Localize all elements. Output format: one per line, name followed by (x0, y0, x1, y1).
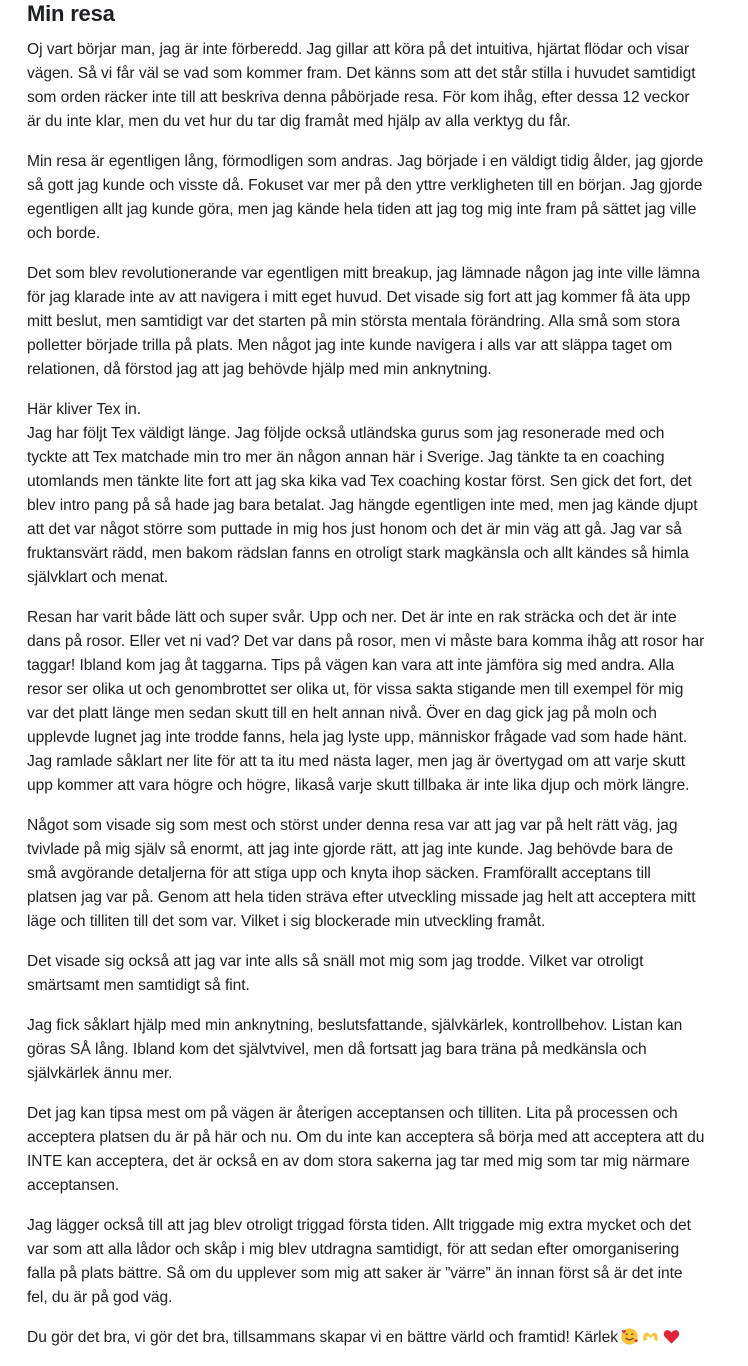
paragraph-9 (27, 1102, 727, 1198)
text-line: tyckte att Tex matchade min tro mer än någon annan här i Sverige. Jag tänkte ta en coaching (27, 449, 665, 466)
text-line: som orden räcker inte till att beskriva denna påbörjade resa. För kom ihåg, efter dessa 12 veckor (27, 89, 690, 106)
closing-line (27, 1326, 727, 1350)
text-line: relationen, då förstod jag att jag behövde hjälp med min anknytning. (27, 361, 492, 378)
text-line: Oj vart börjar man, jag är inte förberedd. Jag gillar att köra på det intuitiva, hjärtat flödar och visar (27, 41, 690, 58)
text-line: platsen jag var på. Genom att hela tiden sträva efter utveckling missade jag helt att acceptera mitt (27, 889, 696, 906)
text-line: små avgörande detaljerna för att stiga upp och knyta ihop säcken. Framförallt acceptans till (27, 865, 651, 882)
text-line: utomlands men tänkte lite fort att jag ska kika vad Tex coaching kostar först. Sen gick det fort, det (27, 473, 692, 490)
text-line: mitt beslut, men samtidigt var det starten på min största mentala förändring. Alla små som stora (27, 313, 681, 330)
text-line: Något som visade sig som mest och störst under denna resa var att jag var på helt rätt väg, jag (27, 817, 678, 834)
paragraph-5 (27, 606, 727, 798)
text-line: upp kommer att vara högre och högre, likaså varje skutt tillbaka är inte lika djup och mörk längre. (27, 777, 690, 794)
text-line: smärtsamt men samtidigt så fint. (27, 977, 250, 994)
smiling-face-with-hearts-icon (620, 1327, 639, 1346)
text-line: upplevde lugnet jag inte trodde fanns, hela jag lyste upp, människor frågade vad som hade hänt. (27, 729, 688, 746)
text-line: Jag har följt Tex väldigt länge. Jag följde också utländska gurus som jag resonerade med och (27, 425, 665, 442)
paragraph-3 (27, 262, 727, 382)
text-line: fel, du är på god väg. (27, 1289, 173, 1306)
text-line: att det var något större som puttade in mig hos just honom och det är min väg att gå. Jag var så (27, 521, 682, 538)
text-line: Jag ramlade såklart ner lite för att ta itu med nästa lager, men jag är övertygad om att varje skutt (27, 753, 686, 770)
text-line: göras SÅ lång. Ibland kom det självtvivel, men då fortsatt jag bara träna på medkänsla och (27, 1041, 647, 1058)
text-line: egentligen allt jag kunde göra, men jag kände hela tiden att jag tog mig inte fram på sättet jag ville (27, 201, 697, 218)
paragraph-6 (27, 814, 727, 934)
text-line: polletter började trilla på plats. Men något jag inte kunde navigera i alls var att släppa taget om (27, 337, 673, 354)
text-line: fruktansvärt rädd, men bakom rädslan fanns en otroligt stark magkänsla och allt kändes så himla (27, 545, 689, 562)
text-line: dans på rosor. Eller vet ni vad? Det var dans på rosor, men vi måste bara komma ihåg att rosor har (27, 633, 705, 650)
paragraph-2 (27, 150, 727, 246)
page-title: Min resa (27, 1, 115, 26)
text-line: tvivlade på mig själv så enormt, att jag inte gjorde rätt, att jag inte kunde. Jag behövde bara de (27, 841, 674, 858)
text-line: resor ser olika ut och genombrottet ser olika ut, för vissa sakta stigande men till exempel för mig (27, 681, 684, 698)
text-line: för jag klarade inte av att navigera i mitt eget huvud. Det visade sig fort att jag kommer få äta upp (27, 289, 691, 306)
paragraph-4 (27, 398, 727, 590)
closing-paragraph (27, 1326, 727, 1350)
red-heart-icon (662, 1327, 681, 1346)
article-body (27, 38, 727, 1350)
text-line: och borde. (27, 225, 101, 242)
text-line: Det som blev revolutionerande var egentligen mitt breakup, jag lämnade någon jag inte ville lämna (27, 265, 701, 282)
text-line: acceptansen. (27, 1177, 120, 1194)
closing-text: Du gör det bra, vi gör det bra, tillsammans skapar vi en bättre värld och framtid! Kärlek (27, 1329, 618, 1346)
text-line: falla på plats bättre. Så om du upplever som mig att saker är ”värre” än innan först så är det inte (27, 1265, 683, 1282)
text-line: Det visade sig också att jag var inte alls så snäll mot mig som jag trodde. Vilket var otroligt (27, 953, 644, 970)
text-line: vägen. Så vi får väl se vad som kommer fram. Det känns som att det står stilla i huvudet samtidigt (27, 65, 696, 82)
text-line: INTE kan acceptera, det är också en av dom stora sakerna jag tar med mig som tar mig närmare (27, 1153, 690, 1170)
paragraph-8 (27, 1014, 727, 1086)
text-line: acceptera platsen du är på här och nu. Om du inte kan acceptera så börja med att acceptera att du (27, 1129, 705, 1146)
text-line: Resan har varit både lätt och super svår. Upp och ner. Det är inte en rak sträcka och det är inte (27, 609, 677, 626)
text-line: Här kliver Tex in. (27, 401, 142, 418)
heart-hands-icon (641, 1327, 660, 1346)
paragraph-10 (27, 1214, 727, 1310)
text-line: var det platt länge men sedan skutt till en helt annan nivå. Över en dag gick jag på moln och (27, 705, 657, 722)
text-line: Det jag kan tipsa mest om på vägen är återigen acceptansen och tilliten. Lita på processen och (27, 1105, 678, 1122)
text-line: Jag fick såklart hjälp med min anknytning, beslutsfattande, självkärlek, kontrollbehov. Listan kan (27, 1017, 683, 1034)
text-line: var som att alla lådor och skåp i mig blev utdragna samtidigt, för att sedan efter omorganisering (27, 1241, 680, 1258)
text-line: Jag lägger också till att jag blev otroligt triggad första tiden. Allt triggade mig extra mycket och det (27, 1217, 691, 1234)
paragraph-1 (27, 38, 727, 134)
text-line: självklart och menat. (27, 569, 169, 586)
article (27, 0, 727, 1366)
text-line: är du inte klar, men du vet hur du tar dig framåt med hjälp av alla verktyg du får. (27, 113, 571, 130)
text-line: Min resa är egentligen lång, förmodligen som andras. Jag började i en väldigt tidig ålder, jag gjorde (27, 153, 704, 170)
text-line: taggar! Ibland kom jag åt taggarna. Tips på vägen kan vara att inte jämföra sig med andra. Alla (27, 657, 675, 674)
paragraph-7 (27, 950, 727, 998)
text-line: självkärlek ännu mer. (27, 1065, 173, 1082)
text-line: så gott jag kunde och visste då. Fokuset var mer på den yttre verkligheten till en början. Jag gjorde (27, 177, 703, 194)
text-line: läge och tilliten till det som var. Vilket i sig blockerade min utveckling framåt. (27, 913, 546, 930)
text-line: blev intro pang på så hade jag bara betalat. Jag hängde egentligen inte med, men jag kände djupt (27, 497, 698, 514)
